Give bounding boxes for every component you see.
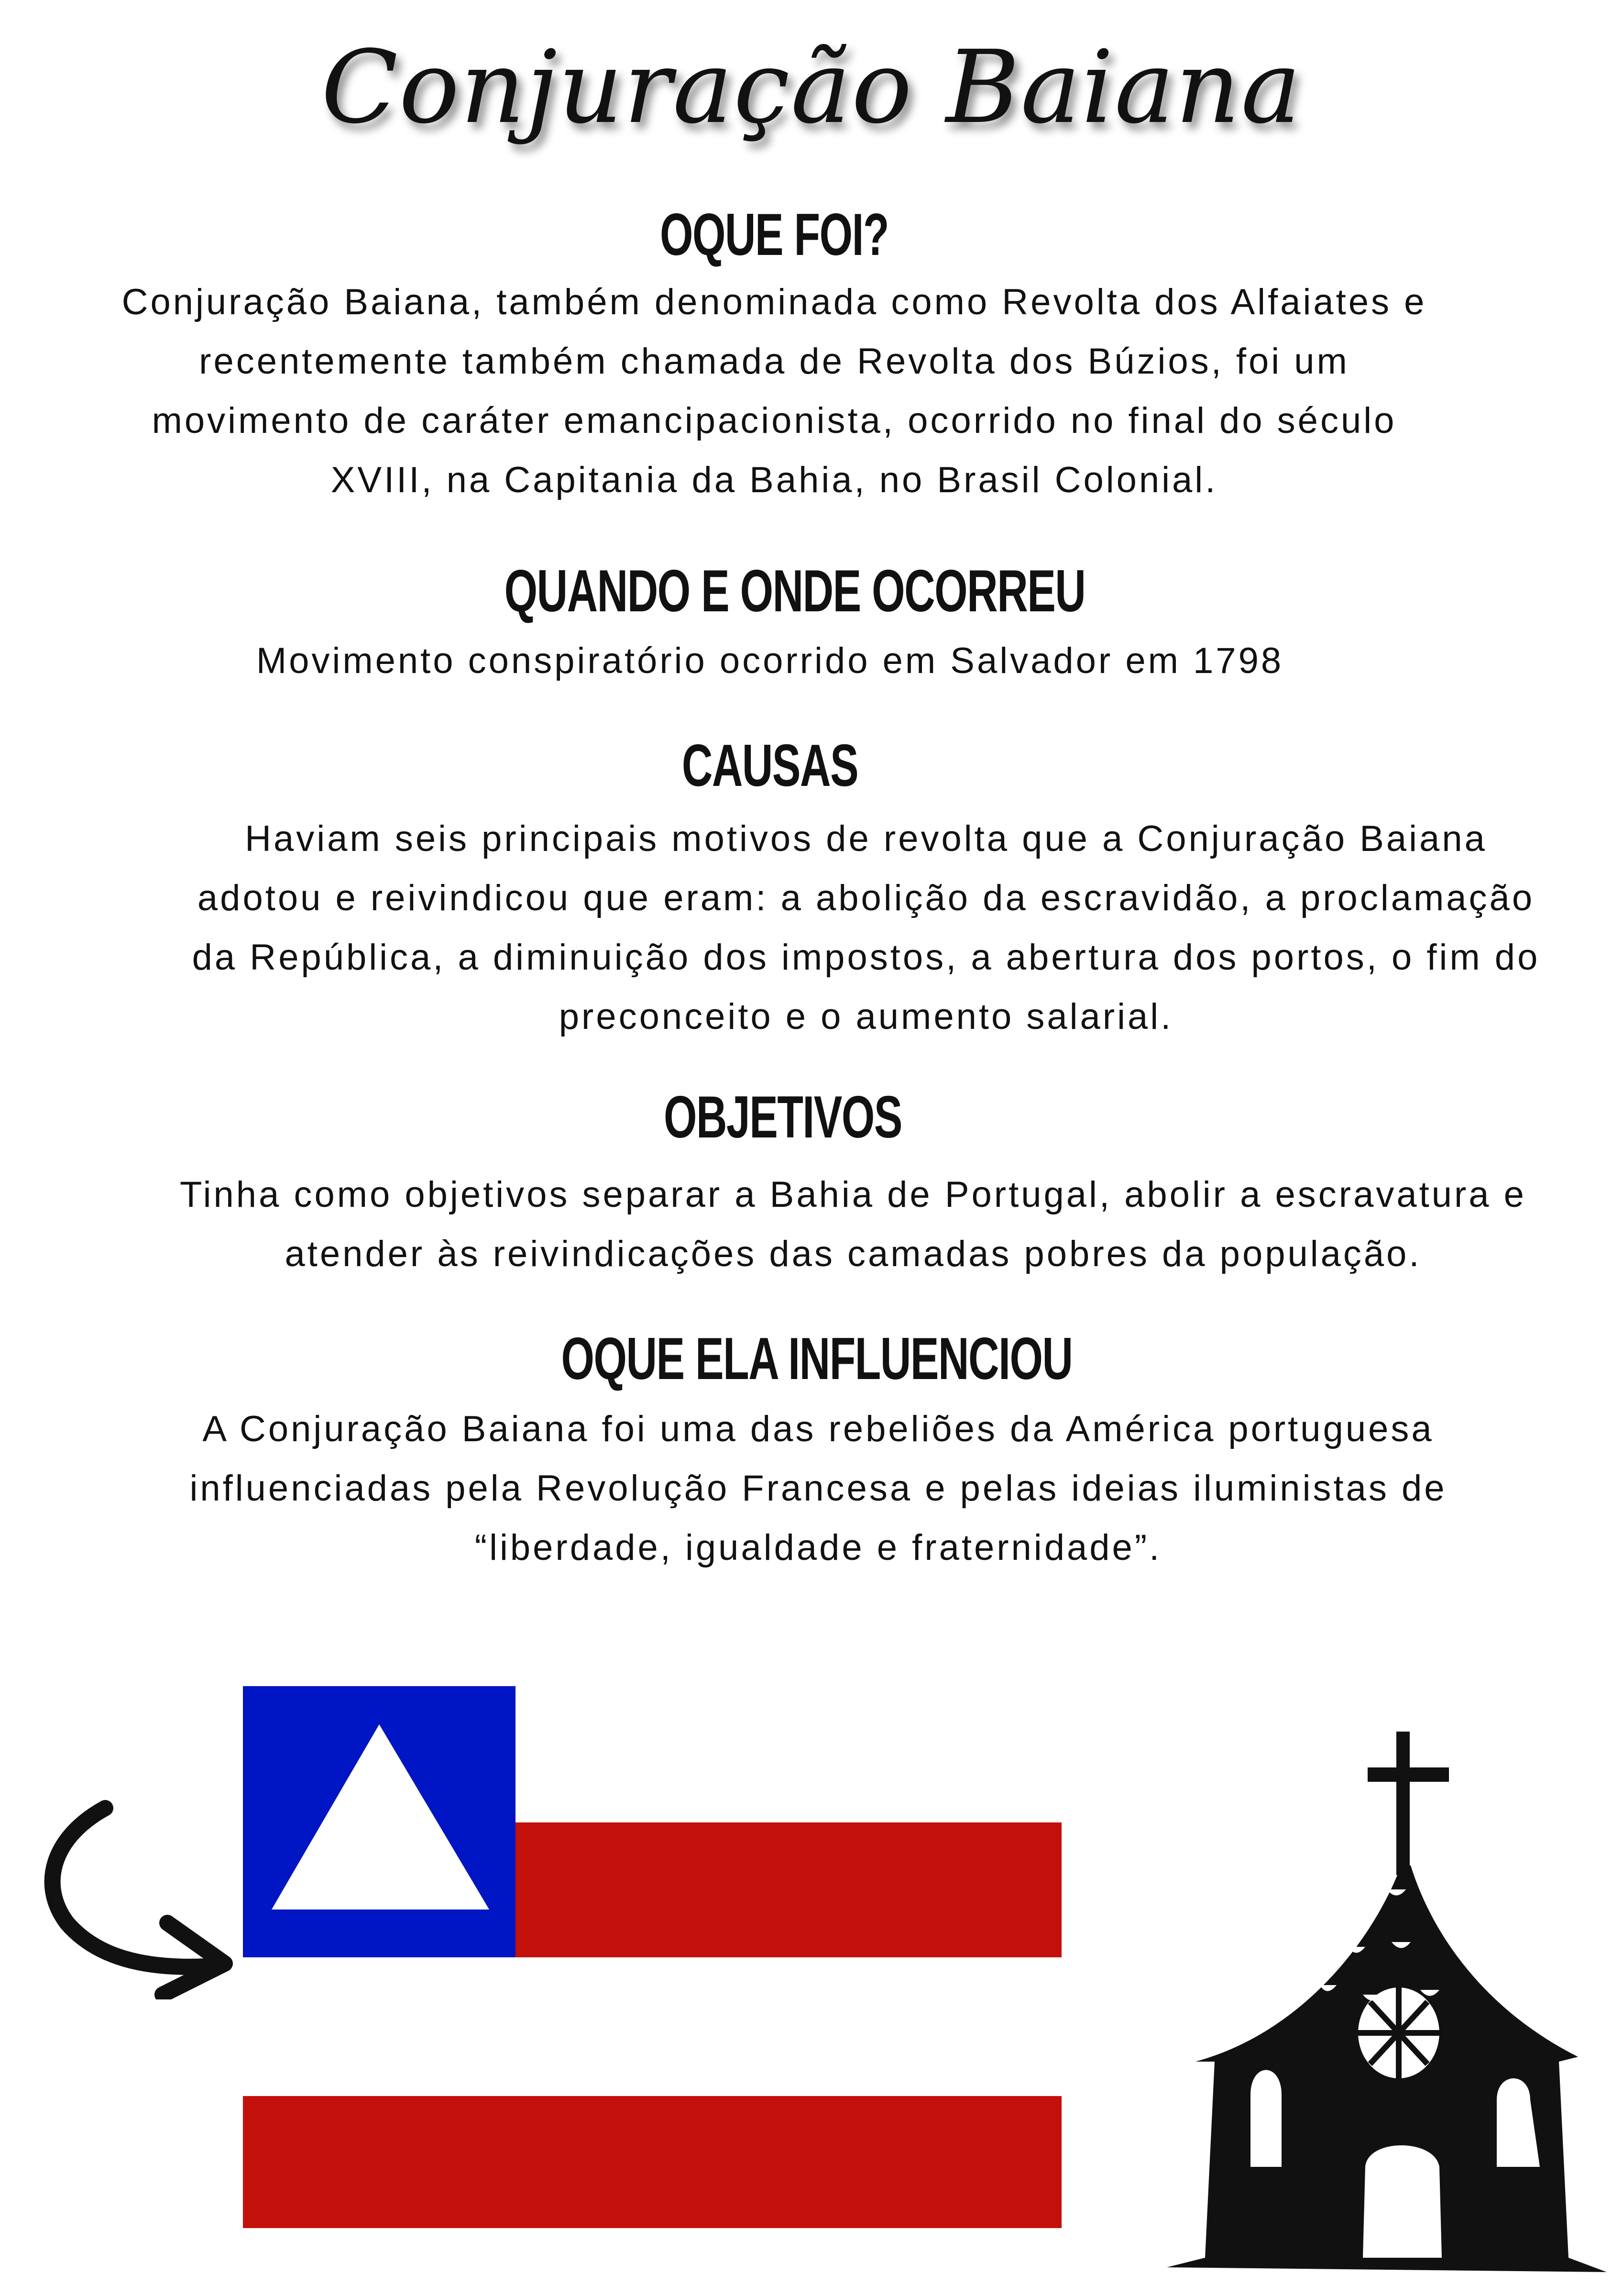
heading-quando-onde: QUANDO E ONDE OCORREU xyxy=(504,558,1086,624)
text-line: influenciadas pela Revolução Francesa e pelas ideias iluministas de xyxy=(189,1468,1447,1509)
text-line: movimento de caráter emancipacionista, ocorrido no final do século xyxy=(152,400,1397,441)
text-line: recentemente também chamada de Revolta dos Búzios, foi um xyxy=(199,341,1349,382)
paragraph-oque-foi xyxy=(57,273,1491,510)
heading-causas: CAUSAS xyxy=(681,733,858,799)
text-line: Movimento conspiratório ocorrido em Salvador em 1798 xyxy=(256,640,1284,681)
text-line: Conjuração Baiana, também denominada como Revolta dos Alfaiates e xyxy=(121,282,1427,322)
page-title: Conjuração Baiana xyxy=(321,29,1302,146)
text-line: “liberdade, igualdade e fraternidade”. xyxy=(474,1527,1162,1568)
paragraph-causas xyxy=(149,809,1583,1047)
heading-influenciou: OQUE ELA INFLUENCIOU xyxy=(561,1326,1073,1392)
flag-red-stripe-top xyxy=(515,1822,1062,1957)
text-line: adotou e reivindicou que eram: a abolição da escravidão, a proclamação xyxy=(197,878,1535,918)
flag-red-stripe-bottom xyxy=(243,2096,1062,2228)
text-line: Haviam seis principais motivos de revolta que a Conjuração Baiana xyxy=(245,818,1487,859)
bahia-flag xyxy=(243,1686,1062,2229)
curved-arrow-icon xyxy=(24,1799,234,1999)
paragraph-objetivos xyxy=(136,1165,1570,1284)
text-line: preconceito e o aumento salarial. xyxy=(559,996,1173,1037)
church-silhouette xyxy=(1148,1727,1623,2296)
heading-objetivos: OBJETIVOS xyxy=(663,1084,902,1150)
text-line: XVIII, na Capitania da Bahia, no Brasil Colonial. xyxy=(330,460,1218,500)
text-line: A Conjuração Baiana foi uma das rebeliões da América portuguesa xyxy=(202,1409,1434,1449)
text-line: Tinha como objetivos separar a Bahia de Portugal, abolir a escravatura e xyxy=(180,1174,1526,1215)
text-line: da República, a diminuição dos impostos, a abertura dos portos, o fim do xyxy=(192,937,1540,978)
paragraph-quando-onde xyxy=(53,631,1487,691)
paragraph-influenciou xyxy=(101,1400,1535,1578)
heading-oque-foi: OQUE FOI? xyxy=(659,202,889,268)
text-line: atender às reivindicações das camadas pobres da população. xyxy=(285,1234,1422,1274)
